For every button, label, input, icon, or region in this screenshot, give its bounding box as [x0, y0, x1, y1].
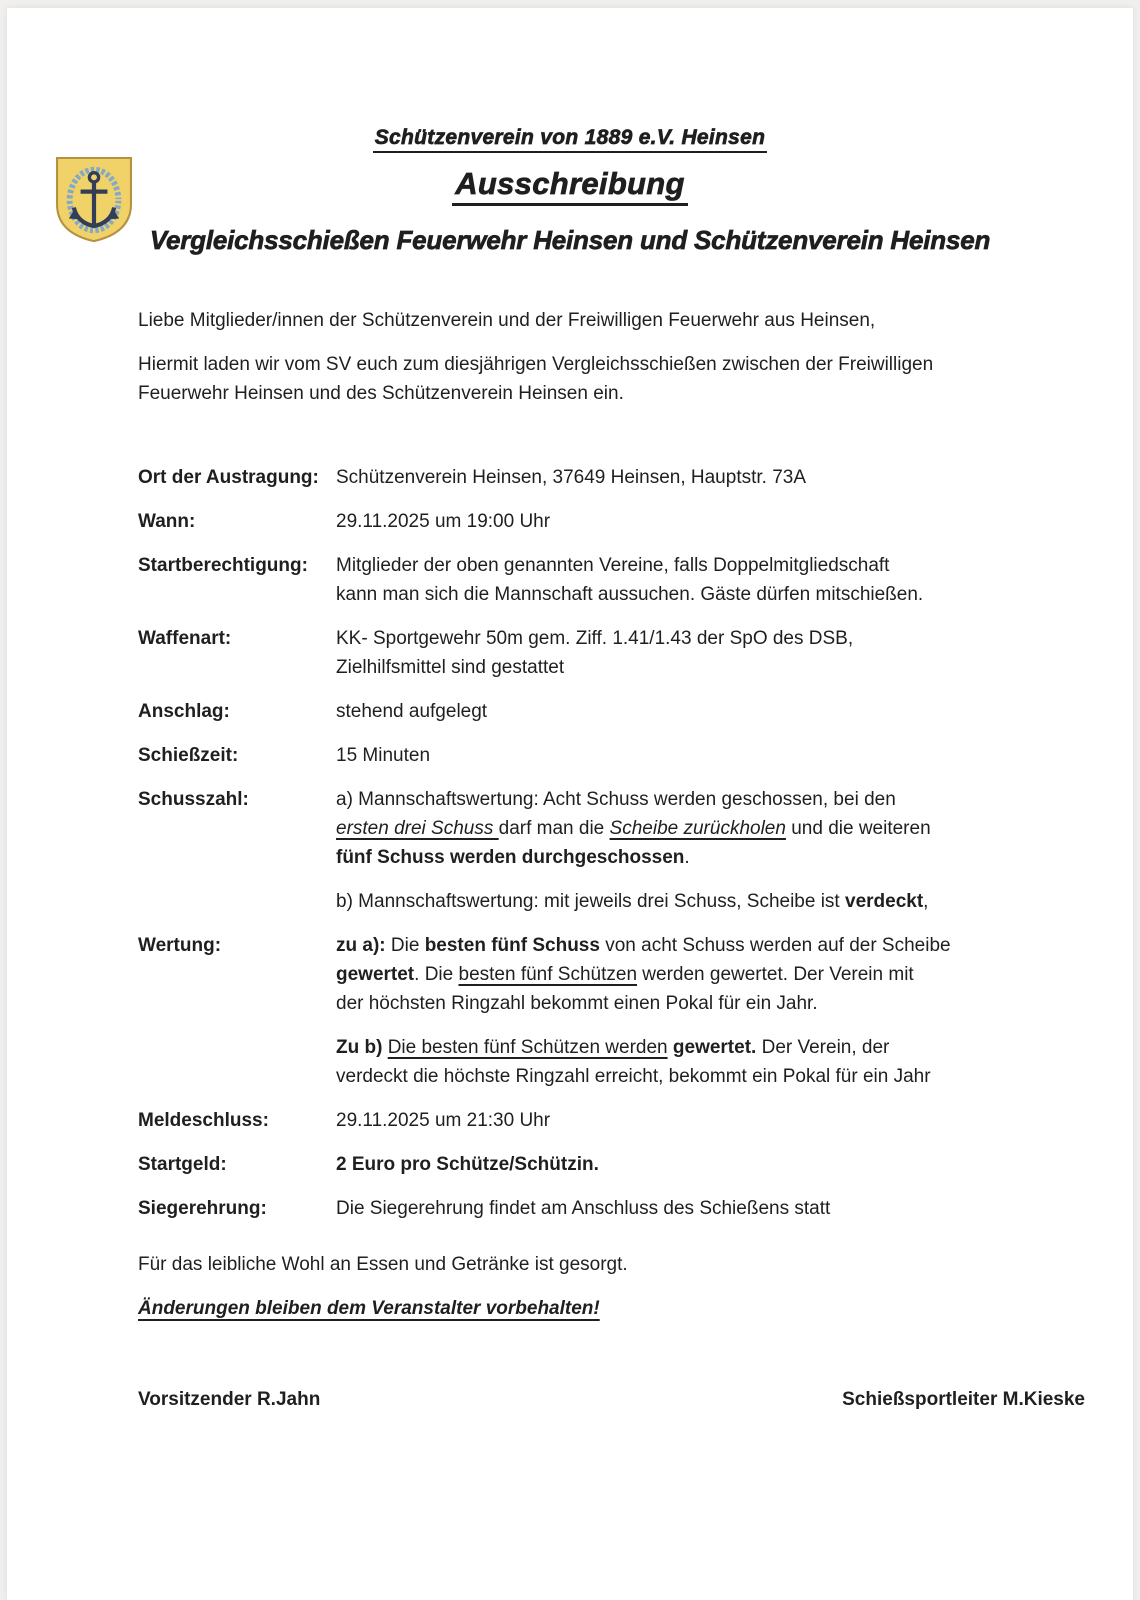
- detail-label: Startgeld:: [138, 1154, 227, 1175]
- detail-value: [336, 551, 1085, 609]
- detail-paragraph: [336, 1194, 1085, 1223]
- detail-row: [138, 463, 1085, 492]
- detail-row: [138, 1194, 1085, 1223]
- text-segment: darf man die: [498, 818, 610, 839]
- text-line: [336, 843, 1085, 872]
- detail-value: [336, 507, 1085, 536]
- text-segment: Zu b): [336, 1037, 388, 1058]
- page-subtitle-text: Vergleichsschießen Feuerwehr Heinsen und Schützenverein Heinsen: [149, 225, 991, 255]
- detail-paragraph: [336, 697, 1085, 726]
- text-line: Liebe Mitglieder/innen der Schützenverein und der Freiwilligen Feuerwehr aus Heinsen,: [138, 310, 876, 331]
- text-segment: Die Siegerehrung findet am Anschluss des Schießens statt: [336, 1198, 831, 1219]
- detail-paragraph: [336, 551, 1085, 609]
- detail-paragraph: [336, 1106, 1085, 1135]
- text-segment: Mitglieder der oben genannten Vereine, falls Doppelmitgliedschaft: [336, 555, 890, 576]
- page-title: [7, 166, 1133, 206]
- detail-row: [138, 507, 1085, 536]
- text-line: [336, 1194, 1085, 1223]
- catering-note: Für das leibliche Wohl an Essen und Getränke ist gesorgt.: [138, 1254, 628, 1275]
- text-segment: KK- Sportgewehr 50m gem. Ziff. 1.41/1.43 der SpO des DSB,: [336, 628, 854, 649]
- detail-value: [336, 1194, 1085, 1223]
- text-line: [336, 931, 1085, 960]
- intro-paragraph-1: [138, 306, 1085, 335]
- club-name-line: [7, 126, 1133, 153]
- text-segment: 2 Euro pro Schütze/Schützin.: [336, 1154, 599, 1175]
- detail-value: [336, 785, 1085, 916]
- text-line: [336, 887, 1085, 916]
- text-segment: 29.11.2025 um 19:00 Uhr: [336, 511, 551, 532]
- detail-row: [138, 551, 1085, 609]
- text-segment: von acht Schuss werden auf der Scheibe: [599, 935, 951, 956]
- closing-section: [138, 1250, 1085, 1323]
- text-segment: Die: [385, 935, 425, 956]
- anchor-icon: [52, 155, 136, 245]
- text-line: [336, 507, 1085, 536]
- signature-row: [138, 1385, 1085, 1414]
- text-segment: werden gewertet. Der Verein mit: [637, 964, 914, 985]
- text-segment: Scheibe zurückholen: [609, 818, 786, 839]
- text-line: Feuerwehr Heinsen und des Schützenverein Heinsen ein.: [138, 383, 624, 404]
- text-segment: verdeckt: [845, 891, 924, 912]
- page-subtitle: [7, 225, 1133, 256]
- text-segment: gewertet: [336, 964, 415, 985]
- detail-row: [138, 785, 1085, 916]
- detail-label: Waffenart:: [138, 628, 232, 649]
- changes-reserved-note: Änderungen bleiben dem Veranstalter vorbehalten!: [138, 1298, 600, 1319]
- intro-section: [138, 306, 1085, 408]
- detail-label: Schießzeit:: [138, 745, 239, 766]
- club-crest: [52, 155, 136, 245]
- text-line: [336, 1062, 1085, 1091]
- text-segment: Zielhilfsmittel sind gestattet: [336, 657, 565, 678]
- text-segment: a) Mannschaftswertung: Acht Schuss werden geschossen, bei den: [336, 789, 896, 810]
- document-header: [7, 8, 1133, 256]
- text-segment: Der Verein, der: [756, 1037, 890, 1058]
- text-segment: Die besten fünf Schützen werden: [387, 1037, 668, 1058]
- detail-label: Meldeschluss:: [138, 1110, 269, 1131]
- text-line: [336, 463, 1085, 492]
- detail-row: [138, 624, 1085, 682]
- detail-row: [138, 931, 1085, 1091]
- text-segment: besten fünf Schuss: [424, 935, 600, 956]
- text-segment: verdeckt die höchste Ringzahl erreicht, bekommt ein Pokal für ein Jahr: [336, 1066, 931, 1087]
- chairman-signature: Vorsitzender R.Jahn: [138, 1389, 321, 1410]
- sportleader-signature: Schießsportleiter M.Kieske: [842, 1389, 1085, 1410]
- club-name-text: Schützenverein von 1889 e.V. Heinsen: [373, 126, 768, 153]
- detail-row: [138, 1106, 1085, 1135]
- detail-label: Wann:: [138, 511, 196, 532]
- text-segment: fünf Schuss werden durchgeschossen: [336, 847, 685, 868]
- text-line: [336, 1033, 1085, 1062]
- intro-paragraph-2: [138, 350, 1085, 408]
- detail-label: Wertung:: [138, 935, 222, 956]
- text-segment: zu a):: [336, 935, 386, 956]
- detail-paragraph: [336, 741, 1085, 770]
- document-body: [7, 306, 1133, 1414]
- text-line: [336, 814, 1085, 843]
- text-line: [336, 624, 1085, 653]
- detail-label: Ort der Austragung:: [138, 467, 319, 488]
- text-line: [336, 551, 1085, 580]
- detail-label: Startberechtigung:: [138, 555, 308, 576]
- text-line: [336, 960, 1085, 989]
- text-line: [336, 785, 1085, 814]
- text-line: [336, 1150, 1085, 1179]
- detail-label: Anschlag:: [138, 701, 230, 722]
- text-segment: ,: [923, 891, 929, 912]
- detail-value: [336, 1106, 1085, 1135]
- detail-paragraph: [336, 624, 1085, 682]
- text-line: [336, 653, 1085, 682]
- text-line: [336, 697, 1085, 726]
- detail-paragraph: [336, 887, 1085, 916]
- document-page: [7, 8, 1133, 1600]
- text-segment: gewertet.: [672, 1037, 757, 1058]
- text-line: [336, 741, 1085, 770]
- text-segment: kann man sich die Mannschaft aussuchen. Gäste dürfen mitschießen.: [336, 584, 924, 605]
- detail-value: [336, 931, 1085, 1091]
- detail-paragraph: [336, 507, 1085, 536]
- text-segment: und die weiteren: [785, 818, 931, 839]
- detail-row: [138, 741, 1085, 770]
- detail-value: [336, 624, 1085, 682]
- detail-value: [336, 463, 1085, 492]
- text-line: [336, 580, 1085, 609]
- text-segment: stehend aufgelegt: [336, 701, 488, 722]
- detail-value: [336, 1150, 1085, 1179]
- details-table: [138, 463, 1085, 1223]
- detail-row: [138, 697, 1085, 726]
- detail-paragraph: [336, 1033, 1085, 1091]
- detail-label: Schusszahl:: [138, 789, 249, 810]
- page-title-text: Ausschreibung: [452, 166, 688, 206]
- text-segment: Schützenverein Heinsen, 37649 Heinsen, Hauptstr. 73A: [336, 467, 807, 488]
- text-segment: 29.11.2025 um 21:30 Uhr: [336, 1110, 551, 1131]
- text-segment: b) Mannschaftswertung: mit jeweils drei Schuss, Scheibe ist: [336, 891, 845, 912]
- detail-paragraph: [336, 463, 1085, 492]
- text-segment: der höchsten Ringzahl bekommt einen Pokal für ein Jahr.: [336, 993, 818, 1014]
- detail-label: Siegerehrung:: [138, 1198, 267, 1219]
- detail-value: [336, 697, 1085, 726]
- detail-paragraph: [336, 931, 1085, 1018]
- text-segment: besten fünf Schützen: [458, 964, 638, 985]
- detail-value: [336, 741, 1085, 770]
- text-line: [336, 989, 1085, 1018]
- text-segment: . Die: [414, 964, 459, 985]
- text-line: Hiermit laden wir vom SV euch zum diesjährigen Vergleichsschießen zwischen der Freiwilligen: [138, 354, 934, 375]
- text-segment: .: [684, 847, 690, 868]
- detail-paragraph: [336, 1150, 1085, 1179]
- detail-row: [138, 1150, 1085, 1179]
- text-segment: 15 Minuten: [336, 745, 431, 766]
- text-segment: ersten drei Schuss: [336, 818, 499, 839]
- text-line: [336, 1106, 1085, 1135]
- detail-paragraph: [336, 785, 1085, 872]
